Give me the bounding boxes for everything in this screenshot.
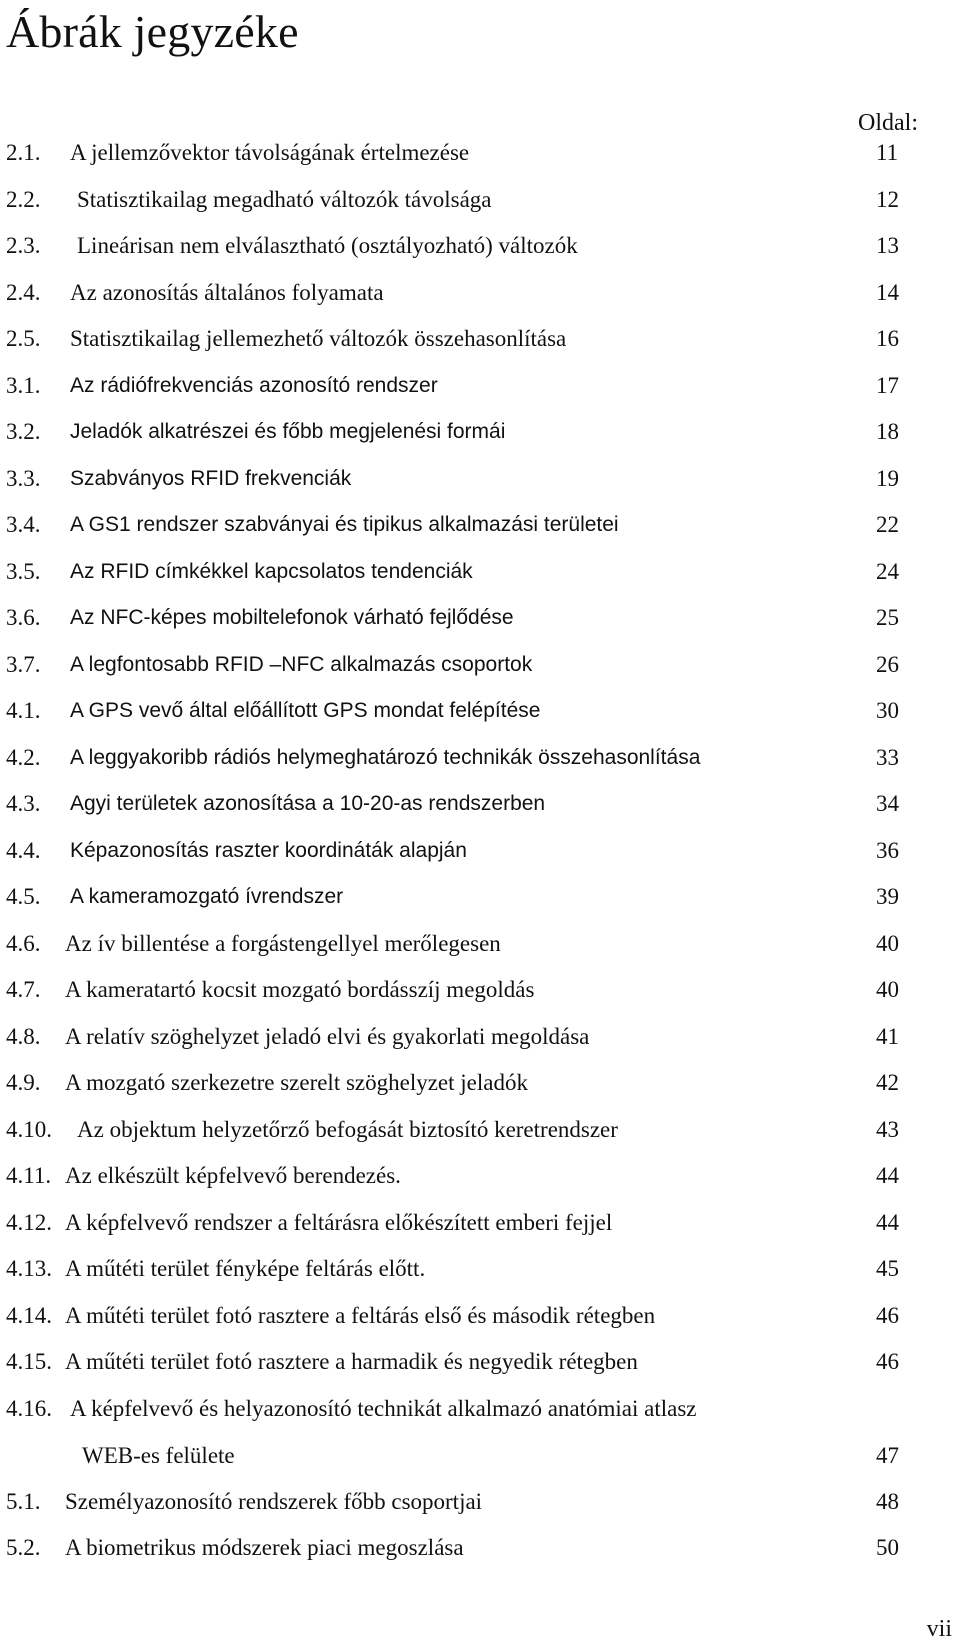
entry-page: 25 bbox=[876, 605, 899, 630]
entry-title: Statisztikailag megadható változók távolsága bbox=[77, 186, 492, 212]
figure-entry[interactable] bbox=[0, 883, 960, 930]
entry-number: 4.6. bbox=[6, 930, 41, 956]
figure-entry[interactable] bbox=[0, 976, 960, 1023]
entry-number: 2.4. bbox=[6, 279, 41, 305]
figure-entry[interactable] bbox=[0, 744, 960, 791]
entry-page: 44 bbox=[876, 1209, 899, 1235]
entry-title: Az RFID címkékkel kapcsolatos tendenciák bbox=[70, 559, 473, 583]
entry-page: 19 bbox=[876, 465, 899, 491]
entry-title: A műtéti terület fotó rasztere a feltárás első és második rétegben bbox=[65, 1302, 656, 1328]
entry-page: 26 bbox=[876, 651, 899, 677]
entry-page: 40 bbox=[876, 977, 899, 1002]
entry-page: 47 bbox=[876, 1442, 899, 1468]
figure-entry[interactable] bbox=[0, 558, 960, 605]
entry-title: Az rádiófrekvenciás azonosító rendszer bbox=[70, 373, 438, 397]
figure-entry[interactable] bbox=[0, 1162, 960, 1209]
entry-title: Az elkészült képfelvevő berendezés. bbox=[65, 1163, 401, 1188]
entry-page: 22 bbox=[876, 512, 899, 537]
figure-entry[interactable] bbox=[0, 372, 960, 419]
entry-number: 4.14. bbox=[6, 1302, 52, 1328]
entry-page: 40 bbox=[876, 930, 899, 956]
entry-page: 42 bbox=[876, 1070, 899, 1095]
entry-number: 4.2. bbox=[6, 744, 41, 770]
footer-page-number: vii bbox=[926, 1616, 952, 1642]
entry-page: 43 bbox=[876, 1116, 899, 1142]
figure-entry[interactable] bbox=[0, 1069, 960, 1116]
figure-entry[interactable] bbox=[0, 1023, 960, 1070]
entry-number: 5.1. bbox=[6, 1488, 41, 1514]
page-title: Ábrák jegyzéke bbox=[6, 6, 299, 57]
entry-page: 48 bbox=[876, 1488, 899, 1514]
entry-title: A leggyakoribb rádiós helymeghatározó technikák összehasonlítása bbox=[70, 745, 701, 769]
entry-title: A műtéti terület fényképe feltárás előtt. bbox=[65, 1256, 426, 1281]
entry-title: Az objektum helyzetőrző befogását biztosító keretrendszer bbox=[77, 1116, 618, 1142]
entry-title: A GPS vevő által előállított GPS mondat felépítése bbox=[70, 699, 541, 722]
entry-title: Statisztikailag jellemezhető változók összehasonlítása bbox=[70, 326, 567, 351]
figure-entry[interactable] bbox=[0, 232, 960, 279]
entry-number: 4.4. bbox=[6, 837, 41, 863]
entry-number: 4.10. bbox=[6, 1116, 52, 1142]
entry-number: 2.5. bbox=[6, 326, 41, 351]
entry-number: 3.5. bbox=[6, 558, 41, 584]
entry-page: 41 bbox=[876, 1023, 899, 1049]
entry-page: 11 bbox=[876, 140, 899, 165]
entry-number: 3.1. bbox=[6, 372, 41, 398]
figure-entry[interactable] bbox=[0, 1488, 960, 1535]
entry-title: A biometrikus módszerek piaci megoszlása bbox=[65, 1535, 464, 1560]
entry-title: A relatív szöghelyzet jeladó elvi és gyakorlati megoldása bbox=[65, 1023, 590, 1049]
entry-title: Agyi területek azonosítása a 10-20-as rendszerben bbox=[70, 792, 546, 815]
figure-entry[interactable] bbox=[0, 139, 960, 186]
entry-number: 4.5. bbox=[6, 884, 41, 909]
entry-number: 4.1. bbox=[6, 698, 41, 723]
figure-entry[interactable] bbox=[0, 1348, 960, 1395]
figure-entry[interactable] bbox=[0, 418, 960, 465]
entry-title: A GS1 rendszer szabványai és tipikus alkalmazási területei bbox=[70, 513, 619, 536]
entry-title: Az azonosítás általános folyamata bbox=[70, 279, 384, 305]
entry-number: 2.1. bbox=[6, 140, 41, 165]
figure-entry[interactable] bbox=[0, 1534, 960, 1581]
entry-page: 39 bbox=[876, 884, 899, 909]
figure-entry[interactable] bbox=[0, 1395, 960, 1488]
entry-page: 33 bbox=[876, 744, 899, 770]
entry-number: 3.6. bbox=[6, 605, 41, 630]
entry-page: 50 bbox=[876, 1535, 899, 1560]
figure-entry[interactable] bbox=[0, 279, 960, 326]
figure-entry[interactable] bbox=[0, 1255, 960, 1302]
figure-entry[interactable] bbox=[0, 930, 960, 977]
entry-number: 2.2. bbox=[6, 186, 41, 212]
entry-number: 3.4. bbox=[6, 512, 41, 537]
entry-title: A kameramozgató ívrendszer bbox=[70, 885, 344, 908]
figure-entry[interactable] bbox=[0, 465, 960, 512]
entry-number: 2.3. bbox=[6, 233, 41, 258]
entry-number: 3.2. bbox=[6, 419, 41, 444]
entry-page: 30 bbox=[876, 698, 899, 723]
entry-page: 24 bbox=[876, 558, 899, 584]
entry-page: 36 bbox=[876, 837, 899, 863]
figure-entry[interactable] bbox=[0, 511, 960, 558]
entry-page: 34 bbox=[876, 791, 899, 816]
entry-page: 46 bbox=[876, 1302, 899, 1328]
entry-title: A kameratartó kocsit mozgató bordásszíj megoldás bbox=[65, 977, 535, 1002]
entry-title: Képazonosítás raszter koordináták alapján bbox=[70, 838, 467, 862]
entry-title: A legfontosabb RFID –NFC alkalmazás csoportok bbox=[70, 652, 533, 676]
entry-page: 17 bbox=[876, 372, 899, 398]
entry-number: 5.2. bbox=[6, 1535, 41, 1560]
entry-title: A mozgató szerkezetre szerelt szöghelyzet jeladók bbox=[65, 1070, 528, 1095]
entry-title: A képfelvevő és helyazonosító technikát alkalmazó anatómiai atlasz bbox=[70, 1395, 697, 1421]
entry-title: Jeladók alkatrészei és főbb megjelenési formái bbox=[70, 420, 506, 443]
figure-entry[interactable] bbox=[0, 1302, 960, 1349]
entry-page: 18 bbox=[876, 419, 899, 444]
entry-page: 14 bbox=[876, 279, 899, 305]
entry-number: 4.3. bbox=[6, 791, 41, 816]
entry-title: Az NFC-képes mobiltelefonok várható fejlődése bbox=[70, 606, 514, 629]
entry-number: 4.15. bbox=[6, 1349, 52, 1374]
entry-title-continuation: WEB-es felülete bbox=[82, 1442, 235, 1468]
figure-entry[interactable] bbox=[0, 1116, 960, 1163]
figure-entry[interactable] bbox=[0, 1209, 960, 1256]
figure-entry[interactable] bbox=[0, 325, 960, 372]
entry-page: 13 bbox=[876, 233, 899, 258]
entry-number: 4.7. bbox=[6, 977, 41, 1002]
figure-entry[interactable] bbox=[0, 604, 960, 651]
figure-list bbox=[0, 139, 960, 1581]
entry-number: 4.12. bbox=[6, 1209, 52, 1235]
entry-title: A műtéti terület fotó rasztere a harmadik és negyedik rétegben bbox=[65, 1349, 638, 1374]
entry-number: 4.16. bbox=[6, 1395, 52, 1421]
entry-number: 4.8. bbox=[6, 1023, 41, 1049]
figure-entry[interactable] bbox=[0, 697, 960, 744]
entry-title: A képfelvevő rendszer a feltárásra előkészített emberi fejjel bbox=[65, 1209, 613, 1235]
entry-title: Szabványos RFID frekvenciák bbox=[70, 466, 352, 490]
entry-title: Lineárisan nem elválasztható (osztályozható) változók bbox=[77, 233, 578, 258]
entry-number: 3.7. bbox=[6, 651, 41, 677]
figure-entry[interactable] bbox=[0, 790, 960, 837]
entry-number: 3.3. bbox=[6, 465, 41, 491]
figure-entry[interactable] bbox=[0, 837, 960, 884]
page-column-label: Oldal: bbox=[858, 110, 918, 136]
entry-title: A jellemzővektor távolságának értelmezése bbox=[70, 140, 470, 165]
entry-number: 4.13. bbox=[6, 1256, 52, 1281]
entry-number: 4.9. bbox=[6, 1070, 41, 1095]
entry-page: 12 bbox=[876, 186, 899, 212]
entry-title: Személyazonosító rendszerek főbb csoportjai bbox=[65, 1488, 483, 1514]
entry-page: 44 bbox=[876, 1163, 899, 1188]
entry-page: 46 bbox=[876, 1349, 899, 1374]
entry-title: Az ív billentése a forgástengellyel merőlegesen bbox=[65, 930, 501, 956]
entry-page: 16 bbox=[876, 326, 899, 351]
figure-entry[interactable] bbox=[0, 651, 960, 698]
entry-number: 4.11. bbox=[6, 1163, 52, 1188]
figure-entry[interactable] bbox=[0, 186, 960, 233]
entry-page: 45 bbox=[876, 1256, 899, 1281]
